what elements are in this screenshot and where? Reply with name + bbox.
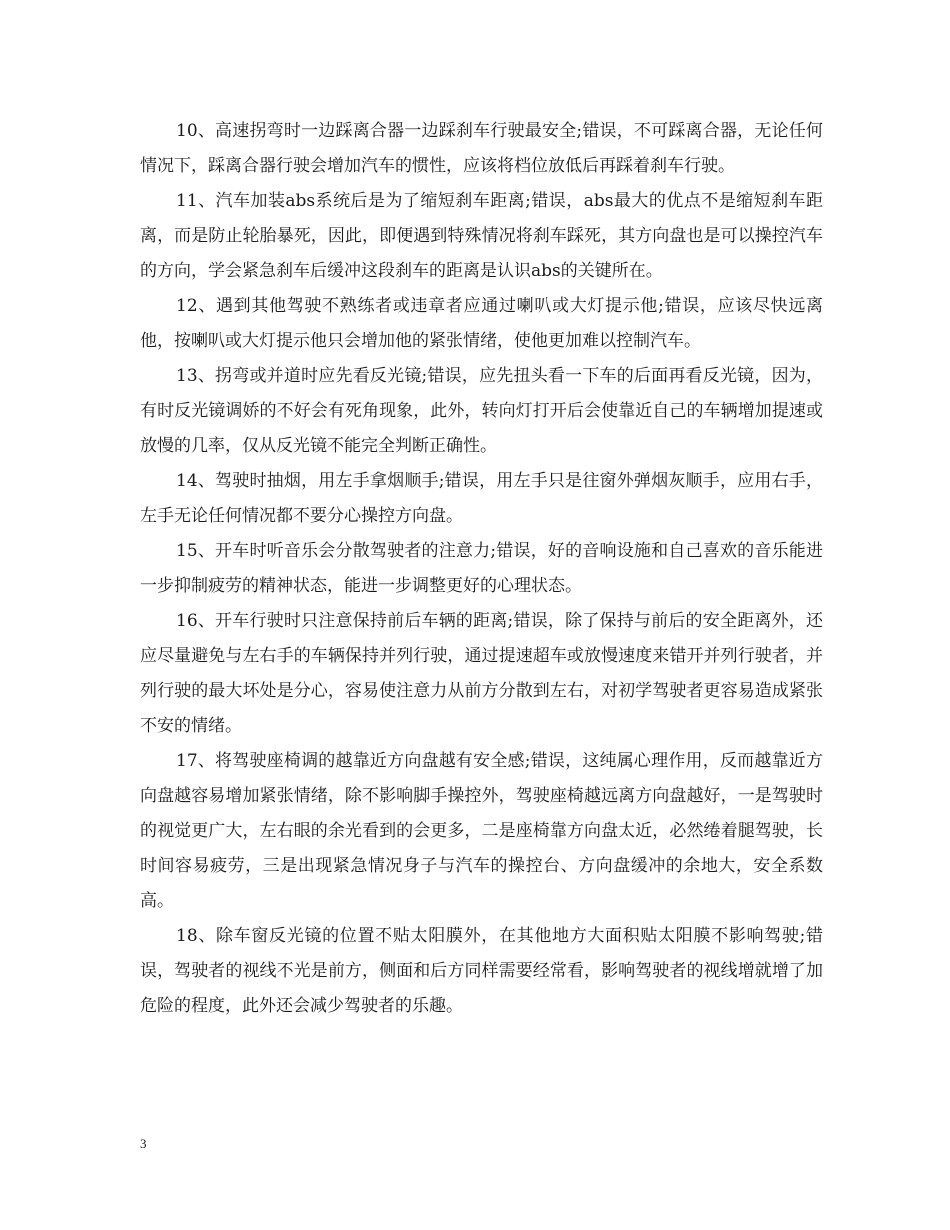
- body-text: [140, 114, 823, 1024]
- paragraph-item-15: 15、开车时听音乐会分散驾驶者的注意力;错误，好的音响设施和自己喜欢的音乐能进一步抑制疲劳的精神状态，能进一步调整更好的心理状态。: [140, 541, 823, 596]
- paragraph-item-16: 16、开车行驶时只注意保持前后车辆的距离;错误，除了保持与前后的安全距离外，还应尽量避免与左右手的车辆保持并列行驶，通过提速超车或放慢速度来错开并列行驶者，并列行驶的最大坏处是分心，容易使注意力从前方分散到左右，对初学驾驶者更容易造成紧张不安的情绪。: [140, 611, 823, 736]
- paragraph-item-18: 18、除车窗反光镜的位置不贴太阳膜外，在其他地方大面积贴太阳膜不影响驾驶;错误，驾驶者的视线不光是前方，侧面和后方同样需要经常看，影响驾驶者的视线增就增了加危险的程度，此外还会减少驾驶者的乐趣。: [140, 926, 823, 1016]
- paragraph-item-17: 17、将驾驶座椅调的越靠近方向盘越有安全感;错误，这纯属心理作用，反而越靠近方向盘越容易增加紧张情绪，除不影响脚手操控外，驾驶座椅越远离方向盘越好，一是驾驶时的视觉更广大，左右眼的余光看到的会更多，二是座椅靠方向盘太近，必然绻着腿驾驶，长时间容易疲劳，三是出现紧急情况身子与汽车的操控台、方向盘缓冲的余地大，安全系数高。: [140, 751, 823, 911]
- paragraph-item-14: 14、驾驶时抽烟，用左手拿烟顺手;错误，用左手只是往窗外弹烟灰顺手，应用右手，左手无论任何情况都不要分心操控方向盘。: [140, 471, 823, 526]
- paragraph-item-12: 12、遇到其他驾驶不熟练者或违章者应通过喇叭或大灯提示他;错误，应该尽快远离他，按喇叭或大灯提示他只会增加他的紧张情绪，使他更加难以控制汽车。: [140, 296, 823, 351]
- page-number: 3: [140, 1136, 147, 1151]
- paragraph-item-13: 13、拐弯或并道时应先看反光镜;错误，应先扭头看一下车的后面再看反光镜，因为，有时反光镜调娇的不好会有死角现象，此外，转向灯打开后会使靠近自己的车辆增加提速或放慢的几率，仅从反光镜不能完全判断正确性。: [140, 366, 823, 456]
- paragraph-item-10: 10、高速拐弯时一边踩离合器一边踩刹车行驶最安全;错误，不可踩离合器，无论任何情况下，踩离合器行驶会增加汽车的惯性，应该将档位放低后再踩着刹车行驶。: [140, 121, 823, 176]
- paragraph-item-11: 11、汽车加装abs系统后是为了缩短刹车距离;错误，abs最大的优点不是缩短刹车距离，而是防止轮胎暴死，因此，即便遇到特殊情况将刹车踩死，其方向盘也是可以操控汽车的方向，学会紧急刹车后缓冲这段刹车的距离是认识abs的关键所在。: [140, 191, 823, 281]
